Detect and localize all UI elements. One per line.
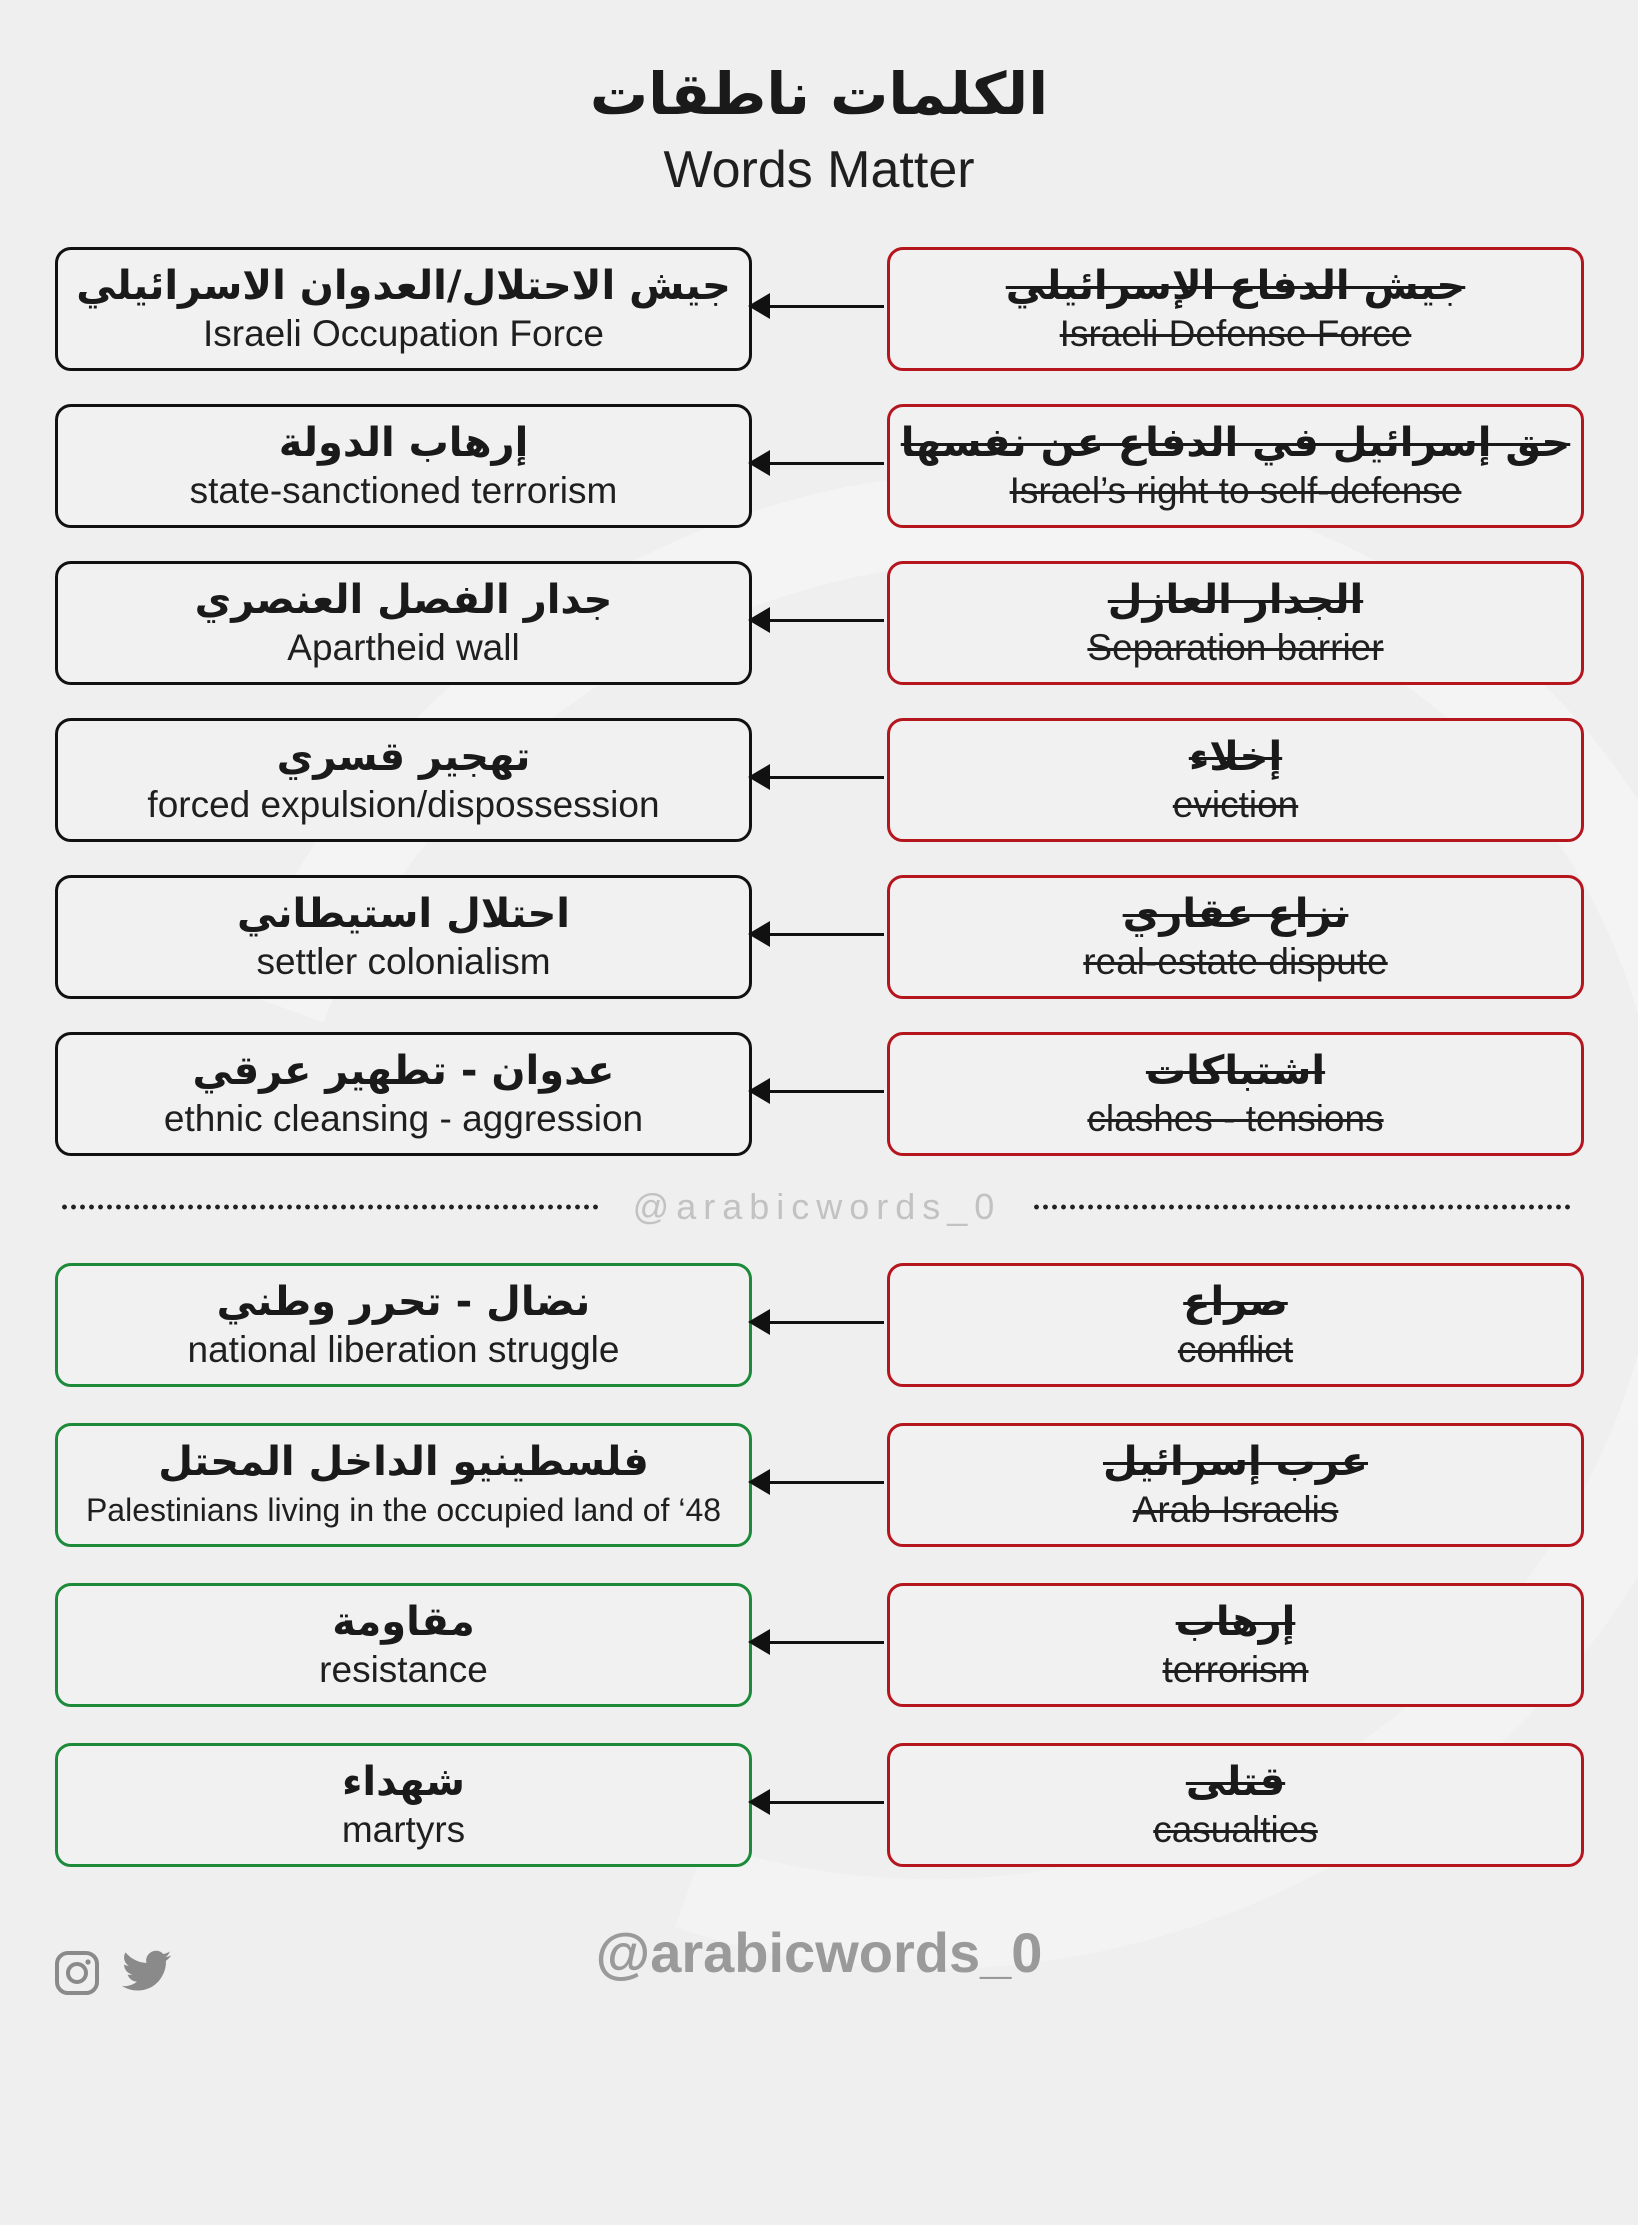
preferred-term-arabic: عدوان - تطهير عرقي — [192, 1048, 615, 1094]
rejected-term-card — [887, 1423, 1584, 1547]
preferred-term-english: state-sanctioned terrorism — [189, 470, 618, 511]
rejected-term-arabic: قتلى — [1185, 1759, 1286, 1805]
divider-handle: @arabicwords_0 — [632, 1186, 1002, 1227]
term-row — [0, 1263, 1638, 1387]
arrow-left-icon — [752, 933, 884, 936]
rejected-term-english: eviction — [1172, 784, 1299, 825]
dotted-divider-left — [60, 1204, 602, 1210]
preferred-term-arabic: جدار الفصل العنصري — [194, 577, 613, 623]
rejected-term-arabic: إرهاب — [1175, 1599, 1296, 1645]
arrow-left-icon — [752, 1801, 884, 1804]
term-row — [0, 718, 1638, 842]
rejected-term-english: real-estate dispute — [1083, 941, 1388, 982]
rejected-term-arabic: جيش الدفاع الإسرائيلي — [1005, 263, 1466, 309]
preferred-term-arabic: جيش الاحتلال/العدوان الاسرائيلي — [76, 263, 731, 309]
preferred-term-card — [55, 1583, 752, 1707]
preferred-term-arabic: إرهاب الدولة — [278, 420, 529, 466]
preferred-term-english: forced expulsion/dispossession — [147, 784, 660, 825]
preferred-term-card — [55, 561, 752, 685]
term-row — [0, 1423, 1638, 1547]
rejected-term-card — [887, 875, 1584, 999]
preferred-term-english: Palestinians living in the occupied land of ‘48 — [85, 1492, 722, 1528]
preferred-term-english: settler colonialism — [256, 941, 551, 982]
rejected-term-card — [887, 1743, 1584, 1867]
arrow-left-icon — [752, 1090, 884, 1093]
term-row — [0, 875, 1638, 999]
preferred-term-card — [55, 718, 752, 842]
preferred-term-arabic: تهجير قسري — [276, 734, 531, 780]
preferred-term-card — [55, 1423, 752, 1547]
header — [0, 56, 1638, 202]
arrow-left-icon — [752, 1321, 884, 1324]
term-row — [0, 1743, 1638, 1867]
term-row — [0, 1032, 1638, 1156]
preferred-term-card — [55, 404, 752, 528]
rejected-term-card — [887, 561, 1584, 685]
preferred-term-arabic: مقاومة — [332, 1599, 475, 1645]
rejected-term-arabic: صراع — [1183, 1279, 1288, 1325]
rejected-term-english: clashes - tensions — [1087, 1098, 1384, 1139]
rejected-term-english: Arab Israelis — [1132, 1489, 1339, 1530]
preferred-term-card — [55, 1263, 752, 1387]
preferred-term-english: resistance — [319, 1649, 488, 1690]
arrow-left-icon — [752, 1481, 884, 1484]
rejected-term-english: Israeli Defense Force — [1059, 313, 1412, 354]
rejected-term-card — [887, 1583, 1584, 1707]
preferred-term-english: Israeli Occupation Force — [202, 313, 604, 354]
arrow-left-icon — [752, 1641, 884, 1644]
rejected-term-arabic: الجدار العازل — [1107, 577, 1364, 623]
arrow-left-icon — [752, 462, 884, 465]
rejected-term-arabic: عرب إسرائيل — [1102, 1439, 1369, 1485]
rejected-term-card — [887, 1263, 1584, 1387]
preferred-term-english: ethnic cleansing - aggression — [163, 1098, 644, 1139]
arrow-left-icon — [752, 619, 884, 622]
footer-handle: @arabicwords_0 — [595, 1921, 1043, 1984]
preferred-term-arabic: نضال - تحرر وطني — [216, 1279, 591, 1325]
rejected-term-card — [887, 718, 1584, 842]
preferred-term-arabic: شهداء — [341, 1759, 465, 1805]
rejected-term-english: casualties — [1153, 1809, 1318, 1850]
rejected-term-english: terrorism — [1162, 1649, 1309, 1690]
preferred-term-card — [55, 875, 752, 999]
preferred-term-english: martyrs — [341, 1809, 466, 1850]
preferred-term-english: national liberation struggle — [187, 1329, 620, 1370]
title-english: Words Matter — [663, 141, 975, 199]
rejected-term-arabic: حق إسرائيل في الدفاع عن نفسها — [900, 420, 1571, 466]
arrow-left-icon — [752, 776, 884, 779]
rejected-term-english: Separation barrier — [1087, 627, 1384, 668]
preferred-term-arabic: احتلال استيطاني — [236, 891, 571, 937]
rejected-term-card — [887, 247, 1584, 371]
rejected-term-arabic: اشتباكات — [1145, 1048, 1326, 1094]
term-row — [0, 247, 1638, 371]
rejected-term-card — [887, 1032, 1584, 1156]
rejected-term-arabic: إخلاء — [1188, 734, 1283, 780]
arrow-left-icon — [752, 305, 884, 308]
term-row — [0, 1583, 1638, 1707]
rejected-term-english: conflict — [1177, 1329, 1294, 1370]
preferred-term-english: Apartheid wall — [287, 627, 520, 668]
term-row — [0, 404, 1638, 528]
rejected-term-card — [887, 404, 1584, 528]
preferred-term-card — [55, 1743, 752, 1867]
preferred-term-card — [55, 1032, 752, 1156]
preferred-term-card — [55, 247, 752, 371]
rejected-term-english: Israel’s right to self-defense — [1009, 470, 1462, 511]
term-row — [0, 561, 1638, 685]
dotted-divider-right — [1032, 1204, 1574, 1210]
preferred-term-arabic: فلسطينيو الداخل المحتل — [158, 1439, 649, 1485]
rejected-term-arabic: نزاع عقاري — [1122, 891, 1349, 937]
title-arabic: الكلمات ناطقات — [589, 60, 1049, 128]
